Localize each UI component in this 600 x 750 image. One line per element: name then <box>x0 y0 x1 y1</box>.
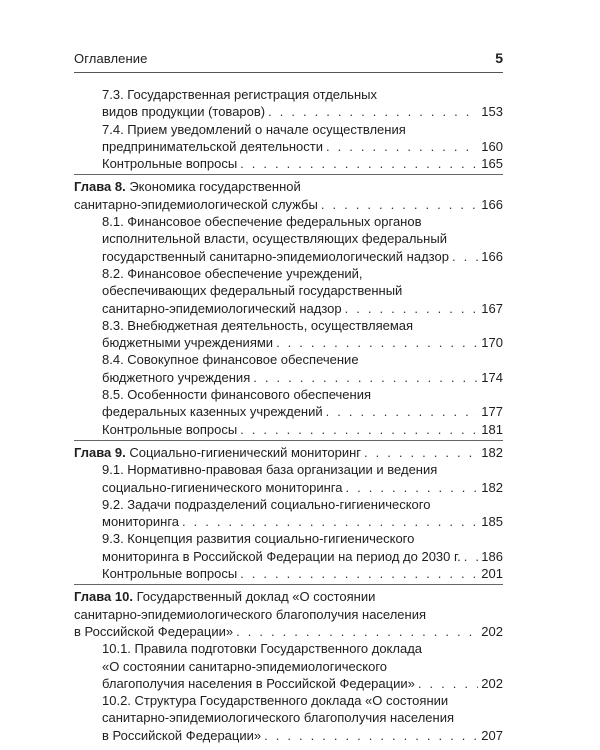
toc-entry-line: мониторинга в Российской Федерации на период до 2030 г. <box>102 548 461 564</box>
dot-leader <box>364 444 478 461</box>
toc-page-number: 185 <box>481 514 503 530</box>
chapter-divider <box>74 174 503 175</box>
table-of-contents <box>74 86 503 744</box>
toc-page-number: 177 <box>481 404 503 420</box>
toc-entry-line: предпринимательской деятельности <box>102 138 323 154</box>
dot-leader <box>240 421 478 438</box>
dot-leader <box>268 103 478 120</box>
chapter-title-line: санитарно-эпидемиологического благополучия населения <box>74 606 427 622</box>
toc-entry-line: 8.3. Внебюджетная деятельность, осуществляемая <box>102 317 414 333</box>
toc-page-number: 201 <box>481 566 503 582</box>
toc-entry-line: государственный санитарно-эпидемиологический надзор <box>102 248 449 264</box>
header-divider <box>74 72 503 73</box>
toc-entry-line: 7.3. Государственная регистрация отдельных <box>102 87 377 102</box>
dot-leader <box>276 334 478 351</box>
toc-entry-line: 9.3. Концепция развития социально-гигиенического <box>102 531 415 547</box>
toc-entry-line: 9.2. Задачи подразделений социально-гигиенического <box>102 496 431 512</box>
toc-entry-line: 8.2. Финансовое обеспечение учреждений, <box>102 265 363 281</box>
chapter-label: Глава 9. <box>74 444 126 460</box>
dot-leader <box>264 727 478 744</box>
chapter-title-line: Экономика государственной <box>125 179 301 195</box>
toc-entry-line: 7.4. Прием уведомлений о начале осуществления <box>102 121 406 137</box>
dot-leader <box>326 403 479 420</box>
toc-entry-8-2[interactable] <box>74 265 503 317</box>
dot-leader <box>253 369 478 386</box>
dot-leader <box>464 548 479 565</box>
toc-page-number: 186 <box>481 548 503 564</box>
toc-entry-10-1[interactable] <box>74 640 503 692</box>
chapter-label: Глава 10. <box>74 589 133 605</box>
running-head <box>74 51 503 69</box>
toc-page-number: 182 <box>481 444 503 460</box>
chapter-divider <box>74 440 503 441</box>
toc-entry-8-5[interactable] <box>74 386 503 421</box>
toc-entry-line: санитарно-эпидемиологический надзор <box>102 300 342 316</box>
toc-entry-line: «О состоянии санитарно-эпидемиологического <box>102 658 388 674</box>
toc-entry-line: обеспечивающих федеральный государственный <box>102 283 403 299</box>
toc-page-number: 170 <box>481 335 503 351</box>
toc-entry-line: мониторинга <box>102 514 180 530</box>
toc-chapter-10[interactable] <box>74 588 503 640</box>
toc-page-number: 166 <box>481 196 503 212</box>
toc-entry-line: видов продукции (товаров) <box>102 104 266 120</box>
dot-leader <box>418 675 478 692</box>
toc-entry-line: Контрольные вопросы <box>102 421 238 437</box>
toc-entry-9-questions[interactable] <box>74 565 503 582</box>
toc-entry-7-3[interactable] <box>74 86 503 121</box>
dot-leader <box>452 248 478 265</box>
toc-entry-7-questions[interactable] <box>74 155 503 172</box>
toc-entry-10-2[interactable] <box>74 692 503 744</box>
running-head-title: Оглавление <box>74 51 148 66</box>
toc-entry-8-4[interactable] <box>74 351 503 386</box>
toc-entry-line: Контрольные вопросы <box>102 566 238 582</box>
toc-chapter-9[interactable] <box>74 444 503 461</box>
toc-entry-line: 8.4. Совокупное финансовое обеспечение <box>102 352 359 368</box>
chapter-divider <box>74 584 503 585</box>
toc-entry-9-3[interactable] <box>74 530 503 565</box>
toc-page-number: 174 <box>481 369 503 385</box>
chapter-title-line: в Российской Федерации» <box>74 623 234 639</box>
toc-page-number: 166 <box>481 248 503 264</box>
dot-leader <box>326 138 478 155</box>
dot-leader <box>345 479 478 496</box>
dot-leader <box>240 155 478 172</box>
toc-entry-7-4[interactable] <box>74 121 503 156</box>
page-number: 5 <box>495 50 503 66</box>
chapter-title-line: Государственный доклад «О состоянии <box>132 589 376 605</box>
toc-entry-8-1[interactable] <box>74 213 503 265</box>
toc-entry-line: Контрольные вопросы <box>102 156 238 172</box>
toc-chapter-8[interactable] <box>74 178 503 213</box>
toc-page-number: 167 <box>481 300 503 316</box>
dot-leader <box>236 623 478 640</box>
toc-entry-line: исполнительной власти, осуществляющих федеральный <box>102 231 447 247</box>
toc-page-number: 181 <box>481 421 503 437</box>
toc-entry-line: 10.2. Структура Государственного доклада «О состоянии <box>102 693 449 709</box>
toc-entry-line: в Российской Федерации» <box>102 727 262 743</box>
toc-page-number: 165 <box>481 156 503 172</box>
toc-entry-9-1[interactable] <box>74 461 503 496</box>
dot-leader <box>182 513 478 530</box>
chapter-title-line: Социально-гигиенический мониторинг <box>125 444 362 460</box>
toc-entry-8-questions[interactable] <box>74 421 503 438</box>
dot-leader <box>321 196 478 213</box>
toc-page-number: 153 <box>481 104 503 120</box>
toc-entry-line: благополучия населения в Российской Федерации» <box>102 675 415 691</box>
toc-page-number: 182 <box>481 479 503 495</box>
toc-page-number: 202 <box>481 675 503 691</box>
toc-entry-line: санитарно-эпидемиологического благополучия населения <box>102 710 455 726</box>
toc-entry-line: социально-гигиенического мониторинга <box>102 479 343 495</box>
chapter-label: Глава 8. <box>74 179 126 195</box>
toc-entry-line: 8.5. Особенности финансового обеспечения <box>102 387 372 403</box>
toc-entry-line: 9.1. Нормативно-правовая база организации и ведения <box>102 462 438 478</box>
toc-entry-8-3[interactable] <box>74 317 503 352</box>
toc-page-number: 202 <box>481 623 503 639</box>
toc-entry-line: 8.1. Финансовое обеспечение федеральных органов <box>102 214 422 230</box>
toc-entry-line: 10.1. Правила подготовки Государственного доклада <box>102 641 423 657</box>
chapter-title-line: санитарно-эпидемиологической службы <box>74 196 318 212</box>
toc-page-number: 160 <box>481 138 503 154</box>
dot-leader <box>345 300 479 317</box>
toc-entry-line: бюджетными учреждениями <box>102 335 274 351</box>
toc-entry-line: бюджетного учреждения <box>102 369 251 385</box>
dot-leader <box>240 565 478 582</box>
toc-entry-line: федеральных казенных учреждений <box>102 404 323 420</box>
toc-page-number: 207 <box>481 727 503 743</box>
toc-entry-9-2[interactable] <box>74 496 503 531</box>
